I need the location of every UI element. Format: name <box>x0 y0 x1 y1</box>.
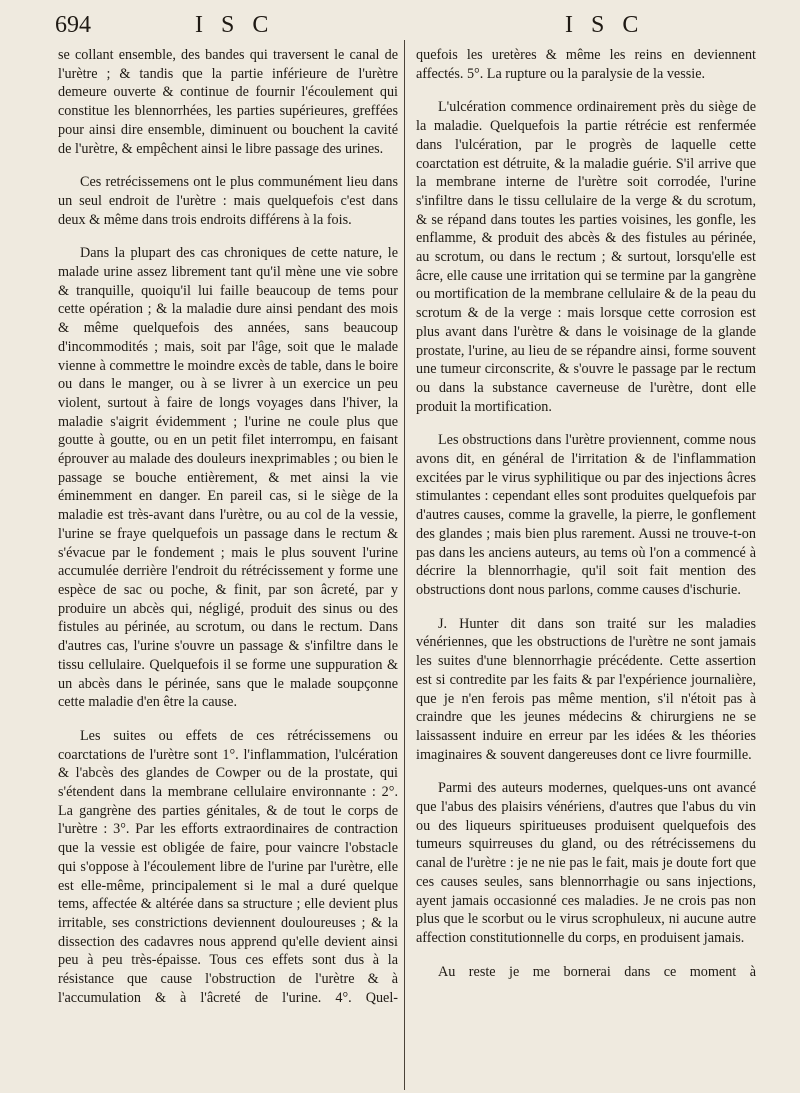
left-running-head: I S C <box>195 12 275 38</box>
page-number: 694 <box>55 12 91 38</box>
right-running-head: I S C <box>565 12 645 38</box>
paragraph: L'ulcération commence ordinairement près du siège de la maladie. Quelquefois la partie rétrécie est renfermée dans l'ulcération, par le progrès de laquelle cette coarctation est détruite, & la maladie guérie. S'il arrive que la membrane interne de l'urètre soit corrodée, l'urine s'infiltre dans le tissu cellulaire de la verge & du scrotum, & se répand dans toutes les parties voisines, les gonfle, les enflamme, & produit des abcès & des fistules au périnée, au scrotum, ou dans le rectum ; & surtout, lorsqu'elle est âcre, elle cause une irritation qui se termine par la gangrène ou mortification de la membrane cellulaire & de la peau du scrotum & de la verge : mais lorsque cette corrosion est plus avant dans l'urètre & dans le voisinage de la glande prostate, l'urine, au lieu de se répandre ainsi, forme souvent une tumeur circonscrite, & s'ouvre le passage par le rectum ou dans la substance caverneuse de l'urètre, dont elle produit la mortification. <box>416 99 756 415</box>
right-column <box>416 46 756 981</box>
paragraph: Les suites ou effets de ces rétrécissemens ou coarctations de l'urètre sont 1°. l'inflammation, l'ulcération & l'abcès des glandes de Cowper ou de la prostate, qui s'étendent dans la membrane cellulaire environnante : 2°. La gangrène des parties génitales, & de tout le corps de l'urètre : 3°. Par les efforts extraordinaires de contraction que la vessie est obligée de faire, pour vaincre l'obstacle qui s'oppose à l'écoulement libre de l'urine par l'urètre, elle est elle-même, principalement si le mal a duré quelque tems, affectée & altérée dans sa structure ; elle devient plus irritable, ses constrictions deviennent douloureuses ; & la dissection des cadavres nous apprend qu'elle devient ainsi peu à peu très-épaisse. Tous ces effets sont dus à la résistance que cause l'obstruction de l'urètre & à l'accumulation & à l'âcreté de l'urine. 4°. Quel- <box>58 727 398 1006</box>
paragraph: Au reste je me bornerai dans ce moment à <box>438 963 756 980</box>
column-divider <box>404 40 405 1090</box>
paragraph: Ces retrécissemens ont le plus communément lieu dans un seul endroit de l'urètre : mais quelquefois c'est dans deux & même dans trois endroits différens à la fois. <box>58 174 398 228</box>
paragraph: quefois les uretères & même les reins en deviennent affectés. 5°. La rupture ou la paralysie de la vessie. <box>416 47 756 82</box>
paragraph: se collant ensemble, des bandes qui traversent le canal de l'urètre ; & tandis que la partie inférieure de l'urètre demeure ouverte & continue de fournir l'écoulement qui constitue les blennorrhées, les parties supérieures, greffées pour ainsi dire ensemble, diminuent ou bouchent la cavité de l'urètre, & empêchent ainsi le libre passage des urines. <box>58 47 398 157</box>
paragraph: Les obstructions dans l'urètre proviennent, comme nous avons dit, en général de l'irritation & de l'inflammation excitées par le virus syphilitique ou par des injections âcres stimulantes : cependant elles sont produites quelquefois par d'autres causes, comme la gravelle, la pierre, le gonflement des glandes ; mais bien plus rarement. Aussi ne trouve-t-on pas dans les anciens auteurs, au tems où l'on a commencé à décrire la blennorrhagie, qu'il soit fait mention des obstructions dont nous parlons, comme causes d'ischurie. <box>416 432 756 598</box>
left-column <box>58 46 398 1007</box>
paragraph: J. Hunter dit dans son traité sur les maladies vénériennes, que les obstructions de l'urètre ne sont jamais les suites d'une blennorrhagie précédente. Cette assertion est si contredite par les faits & par l'expérience journalière, que je n'en ferois pas même mention, s'il n'étoit pas à craindre que les jeunes médecins & chirurgiens ne se laissassent induire en erreur par les idées & les théories imaginaires & souvent dangereuses dont ce livre fourmille. <box>416 615 756 763</box>
page-header <box>55 10 760 44</box>
paragraph: Dans la plupart des cas chroniques de cette nature, le malade urine assez librement tant qu'il mène une vie sobre & tranquille, quoiqu'il lui faille beaucoup de tems pour cette opération ; & la maladie dure ainsi pendant des mois & même quelquefois des années, sans beaucoup d'incommodités ; mais, soit par l'âge, soit que le malade vienne à commettre le moindre excès de table, dans le boire ou dans le manger, ou à se livrer à un exercice un peu violent, surtout à faire de longs voyages dans l'hiver, la maladie s'aigrit évidemment ; l'urine ne coule plus que goutte à goutte, ou en un petit filet interrompu, en faisant éprouver au malade des douleurs inexprimables ; ou bien le passage se bouche entièrement, & met ainsi la vie éminemment en danger. En pareil cas, si le siège de la maladie est très-avant dans l'urètre, ou au col de la vessie, l'urine se fraye quelquefois un passage dans le rectum & s'évacue par le fondement ; mais le plus souvent l'urine accumulée derrière l'endroit du rétrécissement y forme une espèce de sac ou poche, & finit, par son âcreté, par y produire un abcès qui, négligé, produit des sinus ou des fistules au périnée, au scrotum, ou dans le rectum. Dans d'autres cas, l'urine s'ouvre un passage & s'infiltre dans le tissu cellulaire. Quelquefois il se forme une suppuration & un abcès dans le périnée, sans que le malade soupçonne cette maladie d'en être la cause. <box>58 245 398 711</box>
paragraph: Parmi des auteurs modernes, quelques-uns ont avancé que l'abus des plaisirs vénériens, d'autres que l'abus du vin ou des liqueurs spiritueuses produisent quelquefois des tumeurs squirreuses du gland, ou des rétrécissemens du canal de l'urètre : je ne nie pas le fait, mais je doute fort que ces causes seules, sans blennorrhagie ou sans injections, ayent jamais occasionné ces maladies. Je ne crois pas non plus que le scorbut ou le virus scrophuleux, ni aucune autre affection constitutionnelle du corps, en produisent jamais. <box>416 780 756 946</box>
